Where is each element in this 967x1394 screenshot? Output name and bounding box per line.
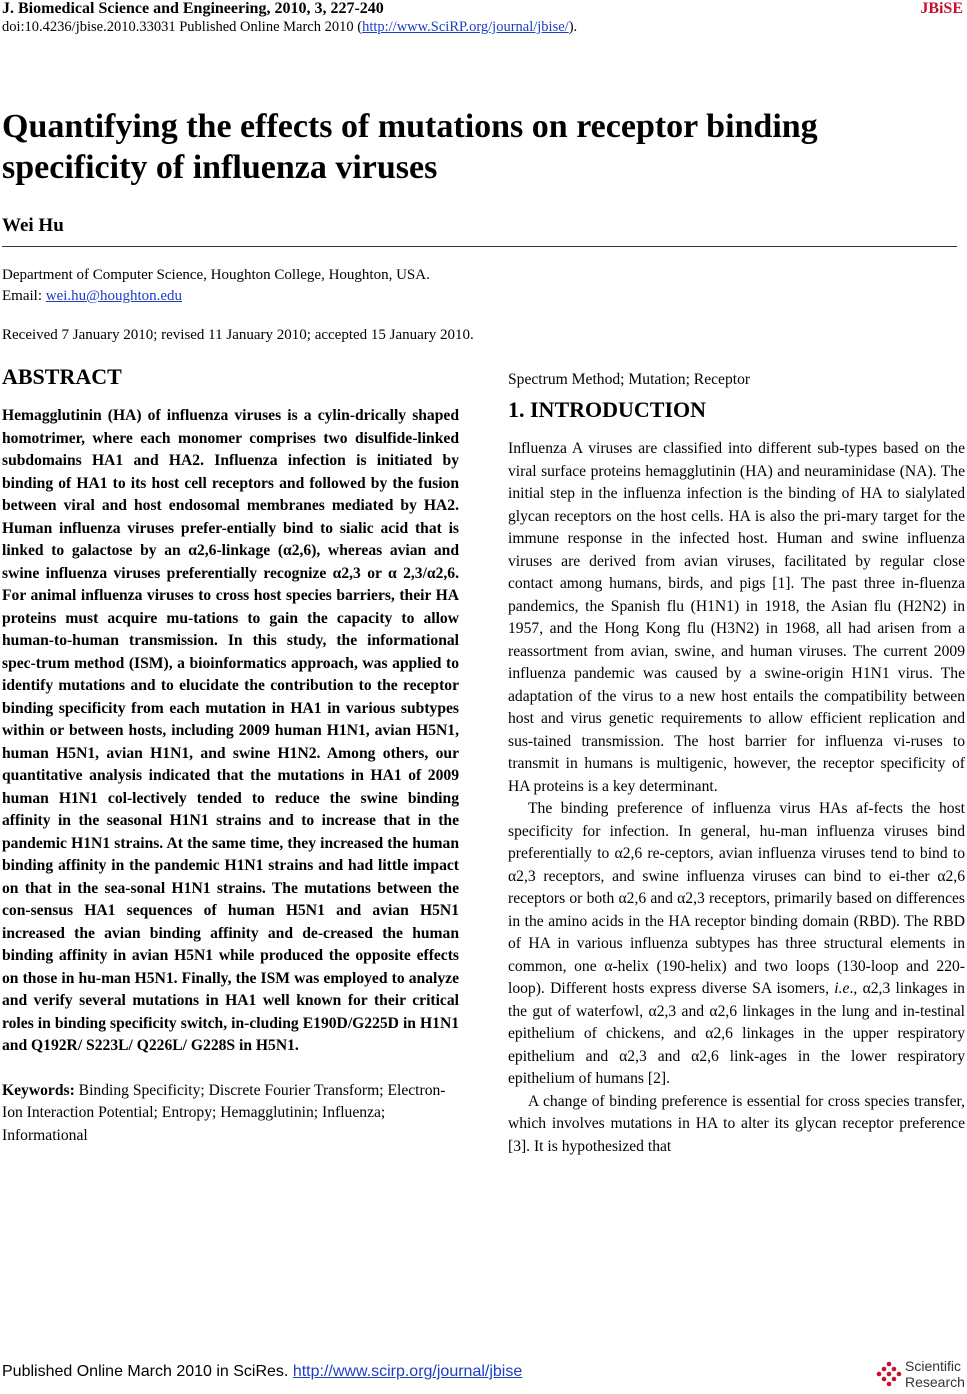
introduction-heading: 1. INTRODUCTION bbox=[508, 397, 707, 422]
keywords-label: Keywords: bbox=[2, 1081, 75, 1099]
footer-text: Published Online March 2010 in SciRes. bbox=[2, 1363, 293, 1380]
logo-line-1: Scientific bbox=[905, 1358, 962, 1374]
paper-title: Quantifying the effects of mutations on receptor binding specificity of influenza viruses bbox=[2, 108, 818, 186]
intro-paragraph-3: A change of binding preference is essential for cross species transfer, which involves mutations in HA to alter its glycan receptor preference [3]. It is hypothesized that bbox=[508, 1092, 965, 1155]
abstract-heading: ABSTRACT bbox=[2, 364, 122, 389]
keywords-continued: Spectrum Method; Mutation; Receptor bbox=[508, 371, 751, 388]
intro-p2-part-b: ., α2,3 linkages in the gut of waterfowl, α2,3 and α2,6 linkages in the lung and in-testinal epithelium of chickens, and α2,6 linkages in the upper respiratory epithelium and α2,3 and α2,6 link-ages in the lower respiratory epithelium of humans [2]. bbox=[508, 980, 965, 1087]
doi-text: doi:10.4236/jbise.2010.33031 Published Online March 2010 ( bbox=[2, 19, 363, 35]
author-name: Wei Hu bbox=[2, 215, 64, 236]
footer-link[interactable]: http://www.scirp.org/journal/jbise bbox=[292, 1363, 523, 1380]
journal-citation: J. Biomedical Science and Engineering, 2010, 3, 227-240 bbox=[2, 0, 384, 17]
logo-line-2: Research bbox=[905, 1374, 965, 1390]
intro-p2-part-a: The binding preference of influenza virus HAs af-fects the host specificity for infection. In general, hu-man influenza viruses bind preferentially to α2,6 re-ceptors, avian influenza viruses tend to bind to α2,3 receptors, and swine influenza viruses can bind to ei-ther α2,6 receptors or both α2,6 and α2,3 receptors, primarily based on differences in the amino acids in the HA receptor binding domain (RBD). The RBD of HA in various influenza subtypes has three structural elements in common, one α-helix (190-helix) and two loops (130-loop and 220-loop). Different hosts express diverse SA isomers, bbox=[508, 800, 965, 997]
journal-abbrev: JBiSE bbox=[920, 0, 963, 17]
received-dates: Received 7 January 2010; revised 11 January 2010; accepted 15 January 2010. bbox=[2, 327, 474, 343]
affiliation: Department of Computer Science, Houghton College, Houghton, USA. bbox=[2, 267, 430, 283]
email-label: Email: bbox=[2, 288, 46, 304]
logo-text bbox=[905, 1358, 965, 1390]
doi-end: ). bbox=[568, 19, 578, 35]
keywords bbox=[2, 1080, 459, 1148]
abstract-body: Hemagglutinin (HA) of influenza viruses is a cylin-drically shaped homotrimer, where each monomer comprises two disulfide-linked subdomains HA1 and HA2. Influenza infection is initiated by binding of HA1 to its host cell receptors and followed by the fusion between viral and host endosomal membranes mediated by HA2. Human influenza viruses prefer-entially bind to sialic acid that is linked to galactose by an α2,6-linkage (α2,6), whereas avian and swine influenza viruses preferentially recognize α2,3 or α 2,3/α2,6. For animal influenza viruses to cross host species barriers, their HA proteins must acquire mu-tations to gain the capacity to allow human-to-human transmission. In this study, the informational spec-trum method (ISM), a bioinformatics approach, was applied to identify mutations and to elucidate the contribution to the receptor binding specificity from each mutation in HA1 in various subtypes within or between hosts, including 2009 human H1N1, avian H5N1, human H5N1, avian H1N1, and swine H1N2. Among others, our quantitative analysis indicated that the mutations in HA1 of 2009 human H1N1 col-lectively tended to reduce the swine binding affinity in the seasonal H1N1 strains and to increase that in the pandemic H1N1 strains. At the same time, they increased the human binding affinity in the pandemic H1N1 strains and had little impact on that in the sea-sonal H1N1 strains. The mutations between the con-sensus HA1 sequences of human H5N1 and avian H5N1 increased the avian binding affinity and de-creased the human binding affinity in avian H5N1 while produced the opposite effects on those in hu-man H5N1. Finally, the ISM was employed to analyze and verify several mutations in HA1 well known for their critical roles in binding specificity switch, in-cluding E190D/G225D in H1N1 and Q192R/ S223L/ Q226L/ G228S in H5N1. bbox=[2, 407, 459, 1054]
keywords-text: Binding Specificity; Discrete Fourier Transform; Electron-Ion Interaction Potential; Entropy; Hemagglutinin; Influenza; Informational bbox=[2, 1081, 446, 1144]
intro-p2-ie: i.e bbox=[834, 980, 850, 997]
journal-url-link[interactable]: http://www.SciRP.org/journal/jbise/ bbox=[362, 19, 569, 35]
footer-line bbox=[2, 1363, 522, 1381]
logo-dots-icon bbox=[875, 1360, 903, 1390]
doi-line bbox=[2, 19, 577, 36]
intro-paragraph-1: Influenza A viruses are classified into different sub-types based on the viral surface proteins hemagglutinin (HA) and neuraminidase (NA). The initial step in the influenza infection is the binding of HA to sialylated glycan receptors on the host cells. HA is also the pri-mary target for the immune response in the infected host. Human and swine influenza viruses are derived from avian viruses, facilitated by regular close contact among humans, birds, and pigs [1]. The past three in-fluenza pandemics, the Spanish flu (H1N1) in 1918, the Asian flu (H2N2) in 1957, and the Hong Kong flu (H3N2) in 1968, all had arisen from a reassortment from avian, swine, and human viruses. The current 2009 influenza pandemic was caused by a swine-origin H1N1 virus. The adaptation of the virus to a new host entails the compatibility between host and virus genetic requirements to allow efficient replication and sus-tained transmission. The host barrier for influenza vi-ruses to transmit in humans is multigenic, however, the receptor specificity of HA proteins is a key determinant. bbox=[508, 440, 965, 795]
email-link[interactable]: wei.hu@houghton.edu bbox=[45, 288, 183, 304]
affiliation-block bbox=[2, 265, 430, 307]
scientific-research-logo bbox=[875, 1358, 963, 1392]
left-column bbox=[2, 363, 459, 1147]
email-line bbox=[2, 286, 430, 307]
title-divider bbox=[2, 246, 957, 247]
right-column bbox=[508, 369, 965, 1158]
intro-paragraph-2 bbox=[508, 798, 965, 1091]
